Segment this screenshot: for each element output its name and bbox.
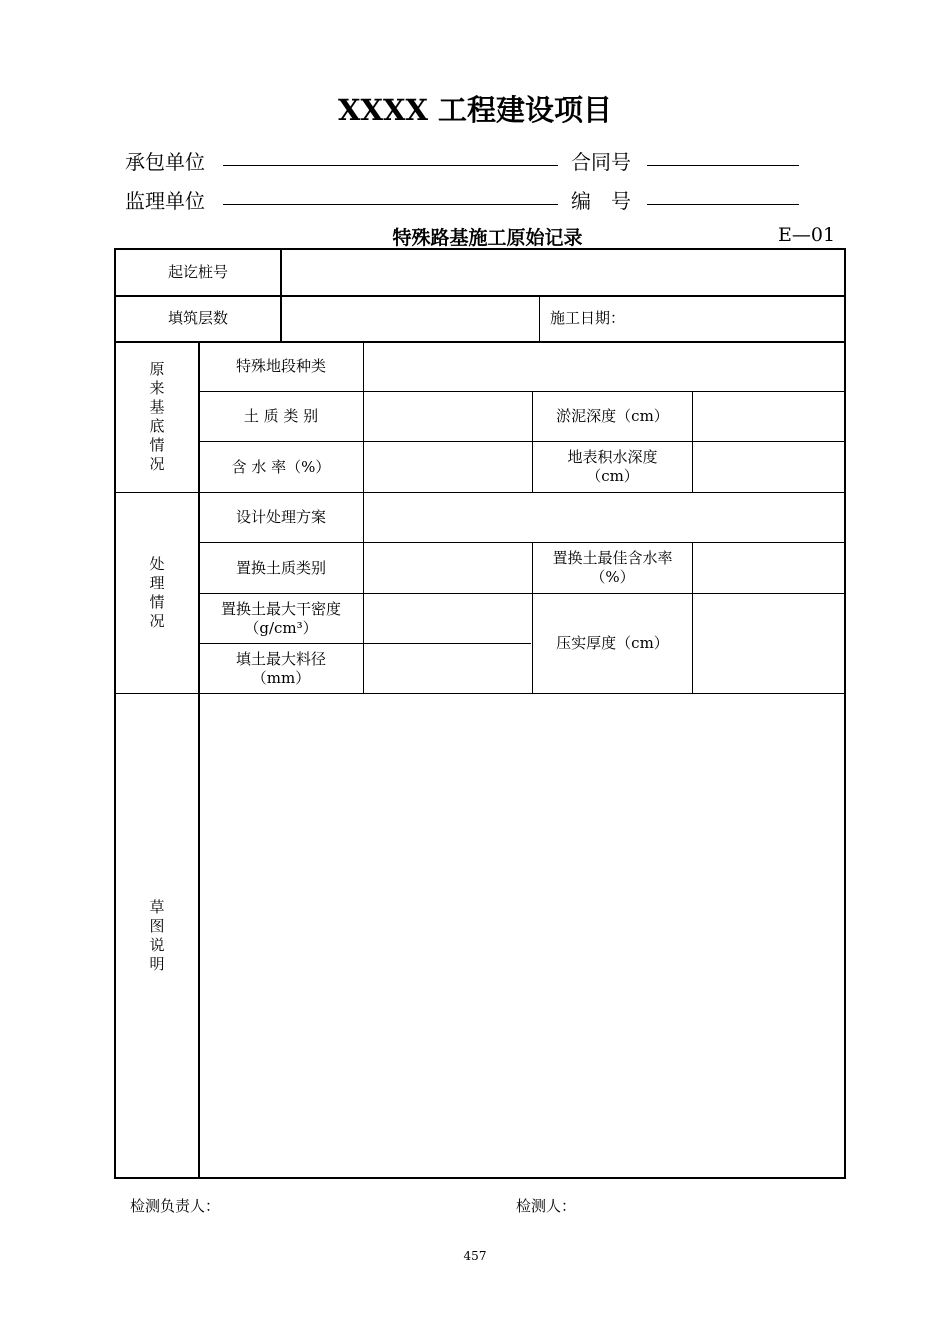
max-particle-line2: （mm） [251,668,311,687]
compacted-thickness-field[interactable] [693,594,844,693]
contract-no-label: 合同号 [571,150,631,174]
record-table [114,248,846,1179]
optimal-moisture-label [533,543,692,593]
optimal-moisture-field[interactable] [693,543,844,593]
max-particle-line1: 填土最大料径 [235,649,326,668]
special-section-type-label: 特殊地段种类 [235,357,326,375]
page-number: 457 [463,1249,487,1263]
original-base-section-text: 原来基底情况 [149,360,165,473]
silt-depth-field[interactable] [693,392,844,441]
supervisor-field[interactable] [223,204,558,205]
inspector-label: 检测人： [516,1197,577,1215]
fill-layers-field[interactable] [281,296,539,341]
start-end-station-field[interactable] [281,250,844,295]
water-content-field[interactable] [364,442,532,492]
serial-no-field[interactable] [647,204,799,205]
replacement-soil-type-label: 置换土质类别 [235,558,326,577]
supervisor-label: 监理单位 [125,189,205,213]
design-plan-label: 设计处理方案 [235,508,326,526]
soil-type-field[interactable] [364,392,532,441]
optimal-moisture-line1: 置换土最佳含水率 [552,549,673,567]
soil-type-label: 土 质 类 别 [243,407,319,425]
compacted-thickness-label: 压实厚度（cm） [556,634,669,652]
water-content-label: 含 水 率（%） [231,457,331,476]
contractor-label: 承包单位 [125,150,205,174]
max-dry-density-line1: 置换土最大干密度 [220,599,341,618]
optimal-moisture-line2: （%） [590,568,635,586]
surface-water-depth-field[interactable] [693,442,844,492]
surface-water-depth-line1: 地表积水深度 [567,448,658,466]
treatment-section-text: 处理情况 [149,555,165,630]
replacement-soil-type-field[interactable] [364,543,532,593]
max-dry-density-field[interactable] [364,594,532,643]
form-code: E—01 [778,224,836,246]
fill-layers-label: 填筑层数 [167,309,228,327]
sketch-section-label [116,694,198,1177]
special-section-type-field[interactable] [364,342,844,391]
start-end-station-label: 起讫桩号 [167,263,228,281]
original-base-section-label [116,342,198,492]
surface-water-depth-line2: （cm） [586,467,639,485]
max-dry-density-label [199,594,363,643]
contract-no-field[interactable] [647,165,799,166]
sketch-area[interactable] [199,694,844,1177]
max-dry-density-line2: （g/cm³） [244,618,318,637]
contractor-field[interactable] [223,165,558,166]
serial-no-label: 编 号 [571,189,631,213]
inspection-lead-label: 检测负责人： [130,1197,221,1215]
silt-depth-label: 淤泥深度（cm） [556,407,669,425]
construction-date-label[interactable]: 施工日期： [550,309,626,327]
form-title: 特殊路基施工原始记录 [392,227,583,249]
max-particle-label [199,644,363,693]
treatment-section-label [116,493,198,693]
document-title: XXXX 工程建设项目 [337,93,613,127]
max-particle-field[interactable] [364,644,532,693]
sketch-section-text: 草图说明 [149,897,165,973]
design-plan-field[interactable] [364,493,844,542]
surface-water-depth-label [533,442,692,492]
